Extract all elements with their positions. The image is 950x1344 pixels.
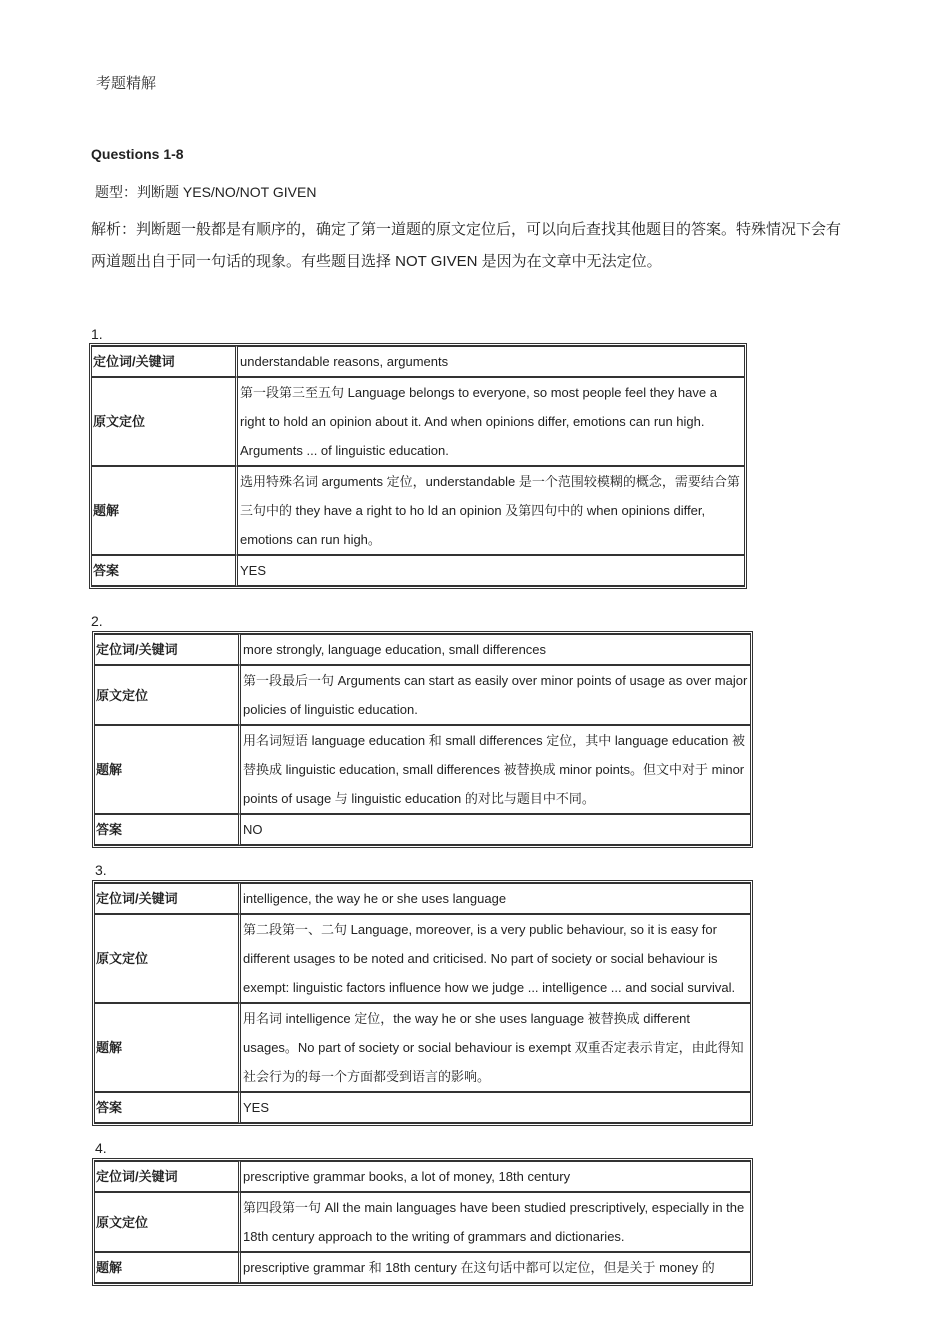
question-table-2 — [92, 631, 753, 848]
question-number: 4. — [95, 1140, 107, 1156]
question-number: 1. — [91, 326, 103, 342]
answer-label: 答案 — [95, 1092, 241, 1123]
source-value: 第四段第一句 All the main languages have been studied prescriptively, especially in the 18th century approach to the writing of grammars and dictionaries. — [241, 1192, 750, 1252]
question-type: 题型：判断题 YES/NO/NOT GIVEN — [95, 184, 317, 200]
source-label: 原文定位 — [92, 377, 238, 466]
keywords-value: prescriptive grammar books, a lot of money, 18th century — [241, 1161, 750, 1192]
source-value: 第一段最后一句 Arguments can start as easily over minor points of usage as over major policies of linguistic education. — [241, 665, 750, 725]
explanation-label: 题解 — [95, 725, 241, 814]
explanation-value: 用名词短语 language education 和 small differences 定位，其中 language education 被替换成 linguistic education, small differences 被替换成 minor points。但文中对于 minor points of usage 与 linguistic education 的对比与题目中不同。 — [241, 725, 750, 814]
explanation-value: 选用特殊名词 arguments 定位，understandable 是一个范围较模糊的概念，需要结合第三句中的 they have a right to ho ld an opinion 及第四句中的 when opinions differ, emotions can run high。 — [238, 466, 744, 555]
keywords-value: more strongly, language education, small differences — [241, 634, 750, 665]
question-table-3 — [92, 880, 753, 1126]
explanation-label: 题解 — [95, 1252, 241, 1283]
explanation-value: prescriptive grammar 和 18th century 在这句话中都可以定位，但是关于 money 的 — [241, 1252, 750, 1283]
answer-label: 答案 — [92, 555, 238, 586]
explanation-label: 题解 — [92, 466, 238, 555]
keywords-value: intelligence, the way he or she uses language — [241, 883, 750, 914]
answer-value: YES — [238, 555, 744, 586]
source-label: 原文定位 — [95, 1192, 241, 1252]
answer-value: YES — [241, 1092, 750, 1123]
explanation-value: 用名词 intelligence 定位，the way he or she uses language 被替换成 different usages。No part of society or social behaviour is exempt 双重否定表示肯定，由此得知社会行为的每一个方面都受到语言的影响。 — [241, 1003, 750, 1092]
question-number: 3. — [95, 862, 107, 878]
question-number: 2. — [91, 613, 103, 629]
keywords-label: 定位词/关键词 — [92, 346, 238, 377]
source-value: 第一段第三至五句 Language belongs to everyone, so most people feel they have a right to hold an opinion about it. And when opinions differ, emotions can run high. Arguments ... of linguistic education. — [238, 377, 744, 466]
question-table-1 — [89, 343, 747, 589]
question-table-4 — [92, 1158, 753, 1286]
keywords-value: understandable reasons, arguments — [238, 346, 744, 377]
keywords-label: 定位词/关键词 — [95, 634, 241, 665]
keywords-label: 定位词/关键词 — [95, 1161, 241, 1192]
explanation-label: 题解 — [95, 1003, 241, 1092]
analysis-paragraph: 解析：判断题一般都是有顺序的，确定了第一道题的原文定位后，可以向后查找其他题目的答案。特殊情况下会有两道题出自于同一句话的现象。有些题目选择 NOT GIVEN 是因为在文章中无法定位。 — [91, 221, 842, 270]
answer-value: NO — [241, 814, 750, 845]
questions-title: Questions 1-8 — [91, 146, 184, 162]
page-heading: 考题精解 — [96, 75, 157, 92]
source-label: 原文定位 — [95, 914, 241, 1003]
source-value: 第二段第一、二句 Language, moreover, is a very public behaviour, so it is easy for different usages to be noted and criticised. No part of society or social behaviour is exempt: linguistic factors influence how we judge ... intelligence ... and social survival. — [241, 914, 750, 1003]
answer-label: 答案 — [95, 814, 241, 845]
keywords-label: 定位词/关键词 — [95, 883, 241, 914]
source-label: 原文定位 — [95, 665, 241, 725]
